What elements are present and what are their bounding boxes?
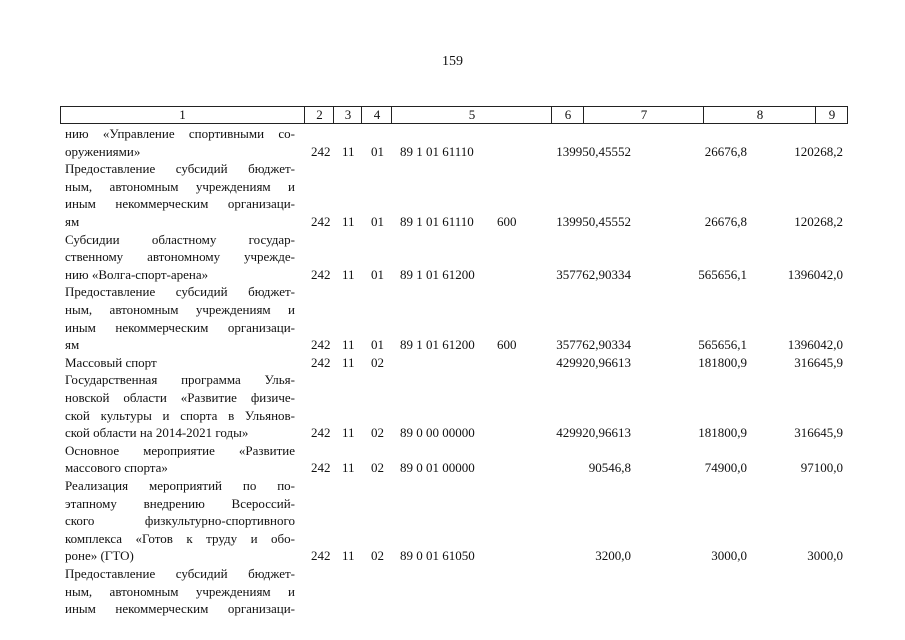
- cell-c4: 02: [371, 425, 384, 441]
- row-name-line: ственному автономному учрежде-: [65, 249, 295, 265]
- row-name-line: Массовый спорт: [65, 354, 157, 370]
- table-row: [0, 231, 905, 284]
- row-name-line: новской области «Развитие физиче-: [65, 389, 295, 405]
- cell-c3: 11: [342, 354, 355, 370]
- row-name-line: ям: [65, 213, 80, 229]
- row-name-line: массового спорта»: [65, 460, 168, 476]
- row-name-line: Основное мероприятие «Развитие: [65, 442, 295, 458]
- cell-c2: 242: [311, 337, 331, 353]
- row-name-line: иным некоммерческим организаци-: [65, 319, 295, 335]
- cell-c3: 11: [342, 460, 355, 476]
- cell-c5: 89 0 00 00000: [400, 425, 475, 441]
- row-name: [65, 160, 295, 230]
- row-name-line: оружениями»: [65, 143, 141, 159]
- row-name: [65, 125, 295, 160]
- row-name: [65, 354, 295, 372]
- row-name-line: нию «Волга-спорт-арена»: [65, 266, 209, 282]
- cell-c2: 242: [311, 425, 331, 441]
- table-row: [0, 371, 905, 441]
- cell-c6: 600: [497, 337, 517, 353]
- cell-c2: 242: [311, 213, 331, 229]
- header-col-7: 7: [583, 107, 704, 123]
- cell-c7: 429920,96613: [556, 354, 631, 370]
- cell-c3: 11: [342, 425, 355, 441]
- row-name-line: Государственная программа Улья-: [65, 372, 295, 388]
- row-name: [65, 283, 295, 353]
- cell-c9: 120268,2: [794, 213, 843, 229]
- row-name-line: комплекса «Готов к труду и обо-: [65, 530, 295, 546]
- row-name: [65, 565, 295, 618]
- row-name-line: ской области на 2014-2021 годы»: [65, 425, 249, 441]
- cell-c5: 89 1 01 61110: [400, 143, 474, 159]
- row-name-line: ным, автономным учреждениям и: [65, 178, 295, 194]
- cell-c3: 11: [342, 143, 355, 159]
- cell-c7: 90546,8: [588, 460, 631, 476]
- cell-c4: 02: [371, 460, 384, 476]
- header-col-4: 4: [361, 107, 392, 123]
- header-col-1: 1: [179, 107, 186, 122]
- row-name: [65, 477, 295, 565]
- row-name: [65, 371, 295, 441]
- cell-c4: 01: [371, 266, 384, 282]
- header-col-3: 3: [333, 107, 362, 123]
- cell-c3: 11: [342, 213, 355, 229]
- row-name-line: этапному внедрению Всероссий-: [65, 495, 295, 511]
- header-col-2: 2: [304, 107, 334, 123]
- row-name-line: Реализация мероприятий по по-: [65, 478, 295, 493]
- table-header: [60, 106, 848, 124]
- cell-c7: 357762,90334: [556, 337, 631, 353]
- table-row: [0, 565, 905, 618]
- cell-c7: 357762,90334: [556, 266, 631, 282]
- cell-c8: 181800,9: [698, 425, 747, 441]
- row-name-line: Субсидии областному государ-: [65, 231, 295, 247]
- cell-c8: 3000,0: [711, 548, 747, 564]
- cell-c5: 89 0 01 61050: [400, 548, 475, 564]
- table-row: [0, 160, 905, 230]
- cell-c9: 1396042,0: [787, 266, 843, 282]
- row-name-line: иным некоммерческим организаци-: [65, 196, 295, 212]
- cell-c8: 565656,1: [698, 266, 747, 282]
- header-col-6: 6: [551, 107, 584, 123]
- header-col-5: 5: [391, 107, 552, 123]
- cell-c3: 11: [342, 266, 355, 282]
- cell-c9: 1396042,0: [787, 337, 843, 353]
- cell-c2: 242: [311, 460, 331, 476]
- cell-c9: 97100,0: [800, 460, 843, 476]
- cell-c9: 316645,9: [794, 354, 843, 370]
- cell-c3: 11: [342, 337, 355, 353]
- row-name-line: Предоставление субсидий бюджет-: [65, 284, 295, 300]
- row-name-line: ным, автономным учреждениям и: [65, 301, 295, 317]
- cell-c8: 26676,8: [704, 213, 747, 229]
- cell-c5: 89 1 01 61200: [400, 337, 475, 353]
- cell-c6: 600: [497, 213, 517, 229]
- cell-c5: 89 1 01 61110: [400, 213, 474, 229]
- row-name: [65, 231, 295, 284]
- row-name-line: нию «Управление спортивными со-: [65, 126, 295, 141]
- cell-c7: 139950,45552: [556, 143, 631, 159]
- row-name-line: ным, автономным учреждениям и: [65, 583, 295, 599]
- cell-c4: 02: [371, 354, 384, 370]
- table-row: [0, 442, 905, 477]
- cell-c7: 139950,45552: [556, 213, 631, 229]
- row-name-line: Предоставление субсидий бюджет-: [65, 161, 295, 177]
- table-row: [0, 125, 905, 160]
- cell-c4: 01: [371, 337, 384, 353]
- row-name-line: роне» (ГТО): [65, 548, 134, 564]
- header-col-8: 8: [703, 107, 816, 123]
- cell-c9: 3000,0: [807, 548, 843, 564]
- table-row: [0, 354, 905, 372]
- row-name: [65, 442, 295, 477]
- cell-c9: 316645,9: [794, 425, 843, 441]
- row-name-line: Предоставление субсидий бюджет-: [65, 566, 295, 581]
- cell-c4: 02: [371, 548, 384, 564]
- cell-c4: 01: [371, 213, 384, 229]
- cell-c2: 242: [311, 143, 331, 159]
- row-name-line: ям: [65, 337, 80, 353]
- cell-c8: 74900,0: [704, 460, 747, 476]
- cell-c2: 242: [311, 548, 331, 564]
- cell-c7: 429920,96613: [556, 425, 631, 441]
- page-number: 159: [442, 54, 463, 69]
- cell-c5: 89 0 01 00000: [400, 460, 475, 476]
- cell-c2: 242: [311, 354, 331, 370]
- cell-c7: 3200,0: [595, 548, 631, 564]
- table-row: [0, 283, 905, 353]
- cell-c5: 89 1 01 61200: [400, 266, 475, 282]
- cell-c8: 565656,1: [698, 337, 747, 353]
- table-row: [0, 477, 905, 565]
- header-col-9: 9: [815, 107, 848, 123]
- cell-c8: 181800,9: [698, 354, 747, 370]
- cell-c9: 120268,2: [794, 143, 843, 159]
- cell-c8: 26676,8: [704, 143, 747, 159]
- cell-c4: 01: [371, 143, 384, 159]
- row-name-line: ской культуры и спорта в Ульянов-: [65, 407, 295, 423]
- cell-c2: 242: [311, 266, 331, 282]
- row-name-line: ского физкультурно-спортивного: [65, 513, 295, 529]
- row-name-line: иным некоммерческим организаци-: [65, 601, 295, 617]
- cell-c3: 11: [342, 548, 355, 564]
